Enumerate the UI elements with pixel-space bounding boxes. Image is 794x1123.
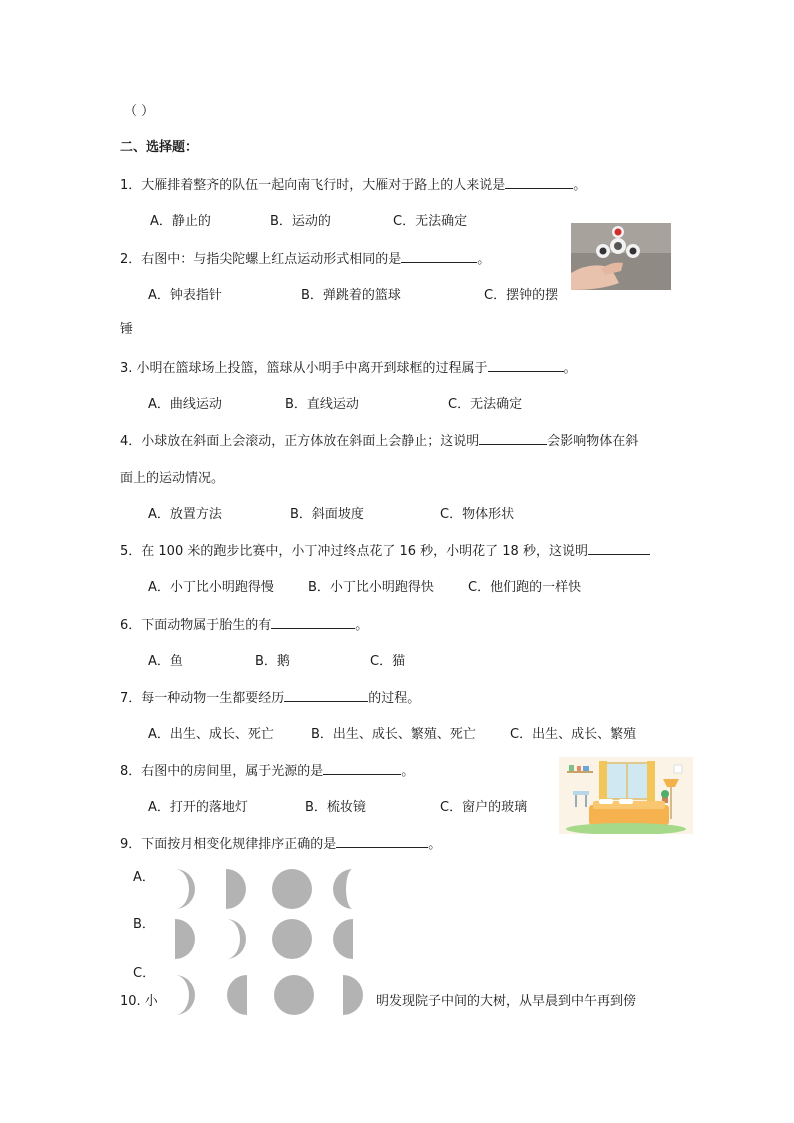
moon-row-a — [168, 868, 358, 910]
moon-row-b — [168, 918, 358, 960]
answer-blank[interactable] — [323, 762, 401, 775]
question-text: 8．右图中的房间里，属于光源的是 — [120, 764, 324, 779]
option-b: B．梳妆镜 — [305, 800, 366, 815]
question-text: 4．小球放在斜面上会滚动，正方体放在斜面上会静止；这说明 — [120, 434, 480, 449]
question-text: 6．下面动物属于胎生的有 — [120, 618, 272, 633]
question-10-start: 10. 小 — [120, 994, 158, 1009]
answer-blank[interactable] — [271, 616, 355, 629]
option-b: B．运动的 — [270, 214, 331, 229]
answer-blank[interactable] — [284, 689, 368, 702]
option-a: A．曲线运动 — [148, 397, 222, 412]
answer-paren: （ ） — [124, 104, 155, 119]
option-a: A． — [133, 870, 155, 885]
question-8: 8．右图中的房间里，属于光源的是 。 — [120, 764, 415, 779]
option-b: B．鹅 — [255, 654, 290, 669]
option-c-wrap: 锤 — [120, 322, 134, 337]
option-c: C．无法确定 — [448, 397, 523, 412]
question-2: 2．右图中：与指尖陀螺上红点运动形式相同的是 。 — [120, 252, 491, 267]
option-a: A．鱼 — [148, 654, 183, 669]
answer-blank[interactable] — [401, 250, 477, 263]
waxing-crescent-moon-icon — [226, 919, 246, 959]
option-b: B． — [133, 917, 155, 932]
question-text: 1．大雁排着整齐的队伍一起向南飞行时，大雁对于路上的人来说是 — [120, 178, 506, 193]
option-c: C．他们跑的一样快 — [468, 580, 582, 595]
fidget-spinner-image — [571, 223, 671, 290]
answer-blank[interactable] — [336, 835, 428, 848]
option-c: C．摆钟的摆 — [484, 288, 559, 303]
option-a: A．钟表指针 — [148, 288, 222, 303]
option-a: A．静止的 — [150, 214, 211, 229]
question-9: 9．下面按月相变化规律排序正确的是 。 — [120, 837, 442, 852]
option-c: C．物体形状 — [440, 507, 515, 522]
question-text: 5．在 100 米的跑步比赛中，小丁冲过终点花了 16 秒，小明花了 18 秒，这说明 — [120, 544, 588, 559]
waxing-crescent-moon-icon — [175, 869, 195, 909]
option-a: A．打开的落地灯 — [148, 800, 248, 815]
question-text: 9．下面按月相变化规律排序正确的是 — [120, 837, 337, 852]
question-6: 6．下面动物属于胎生的有 。 — [120, 618, 369, 633]
option-b: B．斜面坡度 — [290, 507, 364, 522]
option-b: B．小丁比小明跑得快 — [308, 580, 434, 595]
option-c: C．窗户的玻璃 — [440, 800, 528, 815]
question-7: 7．每一种动物一生都要经历 的过程。 — [120, 691, 421, 706]
waxing-half-moon-icon — [175, 919, 195, 959]
question-4: 4．小球放在斜面上会滚动，正方体放在斜面上会静止；这说明 会影响物体在斜 — [120, 434, 639, 449]
full-moon-icon — [272, 919, 312, 959]
question-1: 1．大雁排着整齐的队伍一起向南飞行时，大雁对于路上的人来说是 。 — [120, 178, 587, 193]
waning-gibbous-moon-icon — [333, 869, 353, 909]
option-a: A．出生、成长、死亡 — [148, 727, 274, 742]
bedroom-image — [559, 757, 693, 834]
full-moon-icon — [272, 869, 312, 909]
waxing-half-moon-icon — [343, 975, 363, 1015]
waning-half-moon-icon — [227, 975, 247, 1015]
answer-blank[interactable] — [588, 542, 650, 555]
waxing-crescent-moon-icon — [175, 975, 195, 1015]
option-c: C．猫 — [370, 654, 406, 669]
answer-blank[interactable] — [479, 432, 547, 445]
option-c: C．无法确定 — [393, 214, 468, 229]
full-moon-icon — [274, 975, 314, 1015]
answer-blank[interactable] — [488, 359, 564, 372]
option-a: A．放置方法 — [148, 507, 222, 522]
question-text: 2．右图中：与指尖陀螺上红点运动形式相同的是 — [120, 252, 402, 267]
question-5 — [120, 540, 650, 559]
question-text: 3. 小明在篮球场上投篮，篮球从小明手中离开到球框的过程属于 — [120, 361, 488, 376]
moon-row-c — [168, 973, 368, 1017]
option-b: B．出生、成长、繁殖、死亡 — [311, 727, 476, 742]
option-c: C． — [133, 966, 156, 981]
question-text: 7．每一种动物一生都要经历 — [120, 691, 285, 706]
section-title: 二、选择题： — [120, 140, 199, 155]
answer-blank[interactable] — [505, 176, 573, 189]
waxing-half-moon-icon — [226, 869, 246, 909]
option-b: B．弹跳着的篮球 — [301, 288, 401, 303]
option-b: B．直线运动 — [285, 397, 359, 412]
question-3: 3. 小明在篮球场上投篮，篮球从小明手中离开到球框的过程属于 。 — [120, 361, 577, 376]
question-4-line2: 面上的运动情况。 — [120, 471, 225, 486]
option-c: C．出生、成长、繁殖 — [510, 727, 637, 742]
waning-half-moon-icon — [333, 919, 353, 959]
option-a: A．小丁比小明跑得慢 — [148, 580, 274, 595]
question-10-continued: 明发现院子中间的大树，从早晨到中午再到傍 — [376, 994, 637, 1009]
